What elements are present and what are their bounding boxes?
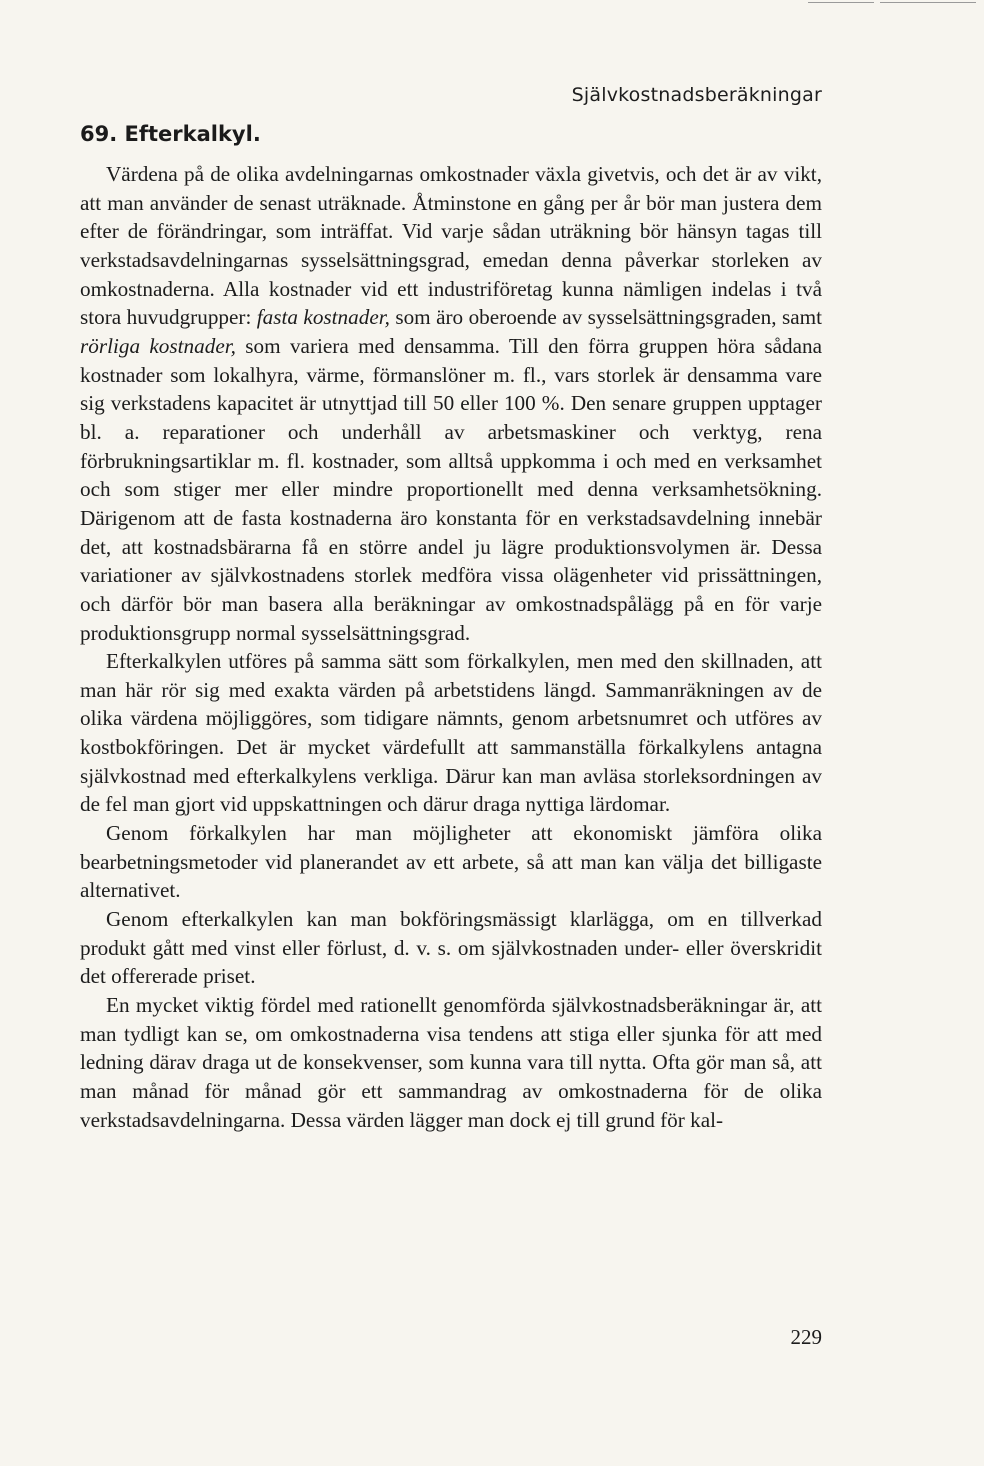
paragraph: Genom förkalkylen har man möjligheter att ekonomiskt jämföra olika bearbetningsmetoder vid planerandet av ett arbete, så att man kan välja det billigaste alternativet. — [80, 821, 822, 903]
emphasis-term: fasta kostnader, — [256, 305, 390, 330]
section-title: 69. Efterkalkyl. — [80, 122, 261, 146]
emphasis-term: rörliga kostnader, — [80, 333, 236, 358]
paragraph-text: som äro oberoende av sysselsättningsgraden, samt — [389, 305, 822, 330]
paragraph-text: Värdena på de olika avdelningarnas omkostnader växla givetvis, och det är av vikt, att man använder de senast uträknade. Åtminstone en gång per år bör man justera dem efter de förändringar, som inträffat. Vid varje sådan uträkning bör hänsyn tagas till verkstadsavdelningarnas sysselsättningsgrad, emedan denna påverkar storleken av omkostnaderna. Alla kostnader vid ett industriföretag kunna nämligen indelas i två stora huvudgrupper: — [80, 162, 822, 330]
scan-edge-mark — [808, 2, 874, 3]
paragraph-text: som variera med densamma. Till den förra gruppen höra sådana kostnader som lokalhyra, värme, förmanslöner m. fl., vars storlek är densamma vare sig verkstadens kapacitet är utnyttjad till 50 eller 100 %. Den senare gruppen upptager bl. a. reparationer och underhåll av arbetsmaskiner och verktyg, rena förbrukningsartiklar m. fl. kostnader, som alltså uppkomma i och med en verksamhet och som stiger mer eller mindre proportionellt med denna verksamhetsökning. Därigenom att de fasta kostnaderna äro konstanta för en verkstadsavdelning innebär det, att kostnadsbärarna få en större andel ju lägre produktionsvolymen är. Dessa variationer av självkostnadens storlek medföra vissa olägenheter vid prissättningen, och därför bör man basera alla beräkningar av omkostnadspålägg på en för varje produktionsgrupp normal sysselsättningsgrad. — [80, 333, 822, 645]
paragraph: En mycket viktig fördel med rationellt genomförda självkostnadsberäkningar är, att man tydligt kan se, om omkostnaderna visa tendens att stiga eller sjunka för att med ledning därav draga ut de konsekvenser, som kunna vara till nytta. Ofta gör man så, att man månad för månad gör ett sammandrag av omkostnaderna för de olika verkstadsavdelningarna. Dessa värden lägger man dock ej till grund för kal- — [80, 993, 822, 1132]
scan-edge-mark — [880, 2, 976, 3]
page-number: 229 — [790, 1325, 822, 1349]
body-text — [80, 160, 822, 1134]
paragraph: Genom efterkalkylen kan man bokföringsmässigt klarlägga, om en tillverkad produkt gått med vinst eller förlust, d. v. s. om självkostnaden under- eller överskridit det offererade priset. — [80, 907, 822, 989]
paragraph: Efterkalkylen utföres på samma sätt som förkalkylen, men med den skillnaden, att man här rör sig med exakta värden på arbetstidens längd. Sammanräkningen av de olika värdena möjliggöres, som tidigare nämnts, genom arbetsnumret och utföres av kostbokföringen. Det är mycket värdefullt att sammanställa förkalkylens antagna självkostnad med efterkalkylens verkliga. Därur kan man avläsa storleksordningen av de fel man gjort vid uppskattningen och därur draga nyttiga lärdomar. — [80, 649, 822, 817]
paragraph — [80, 160, 822, 647]
running-head: Självkostnadsberäkningar — [571, 84, 822, 106]
